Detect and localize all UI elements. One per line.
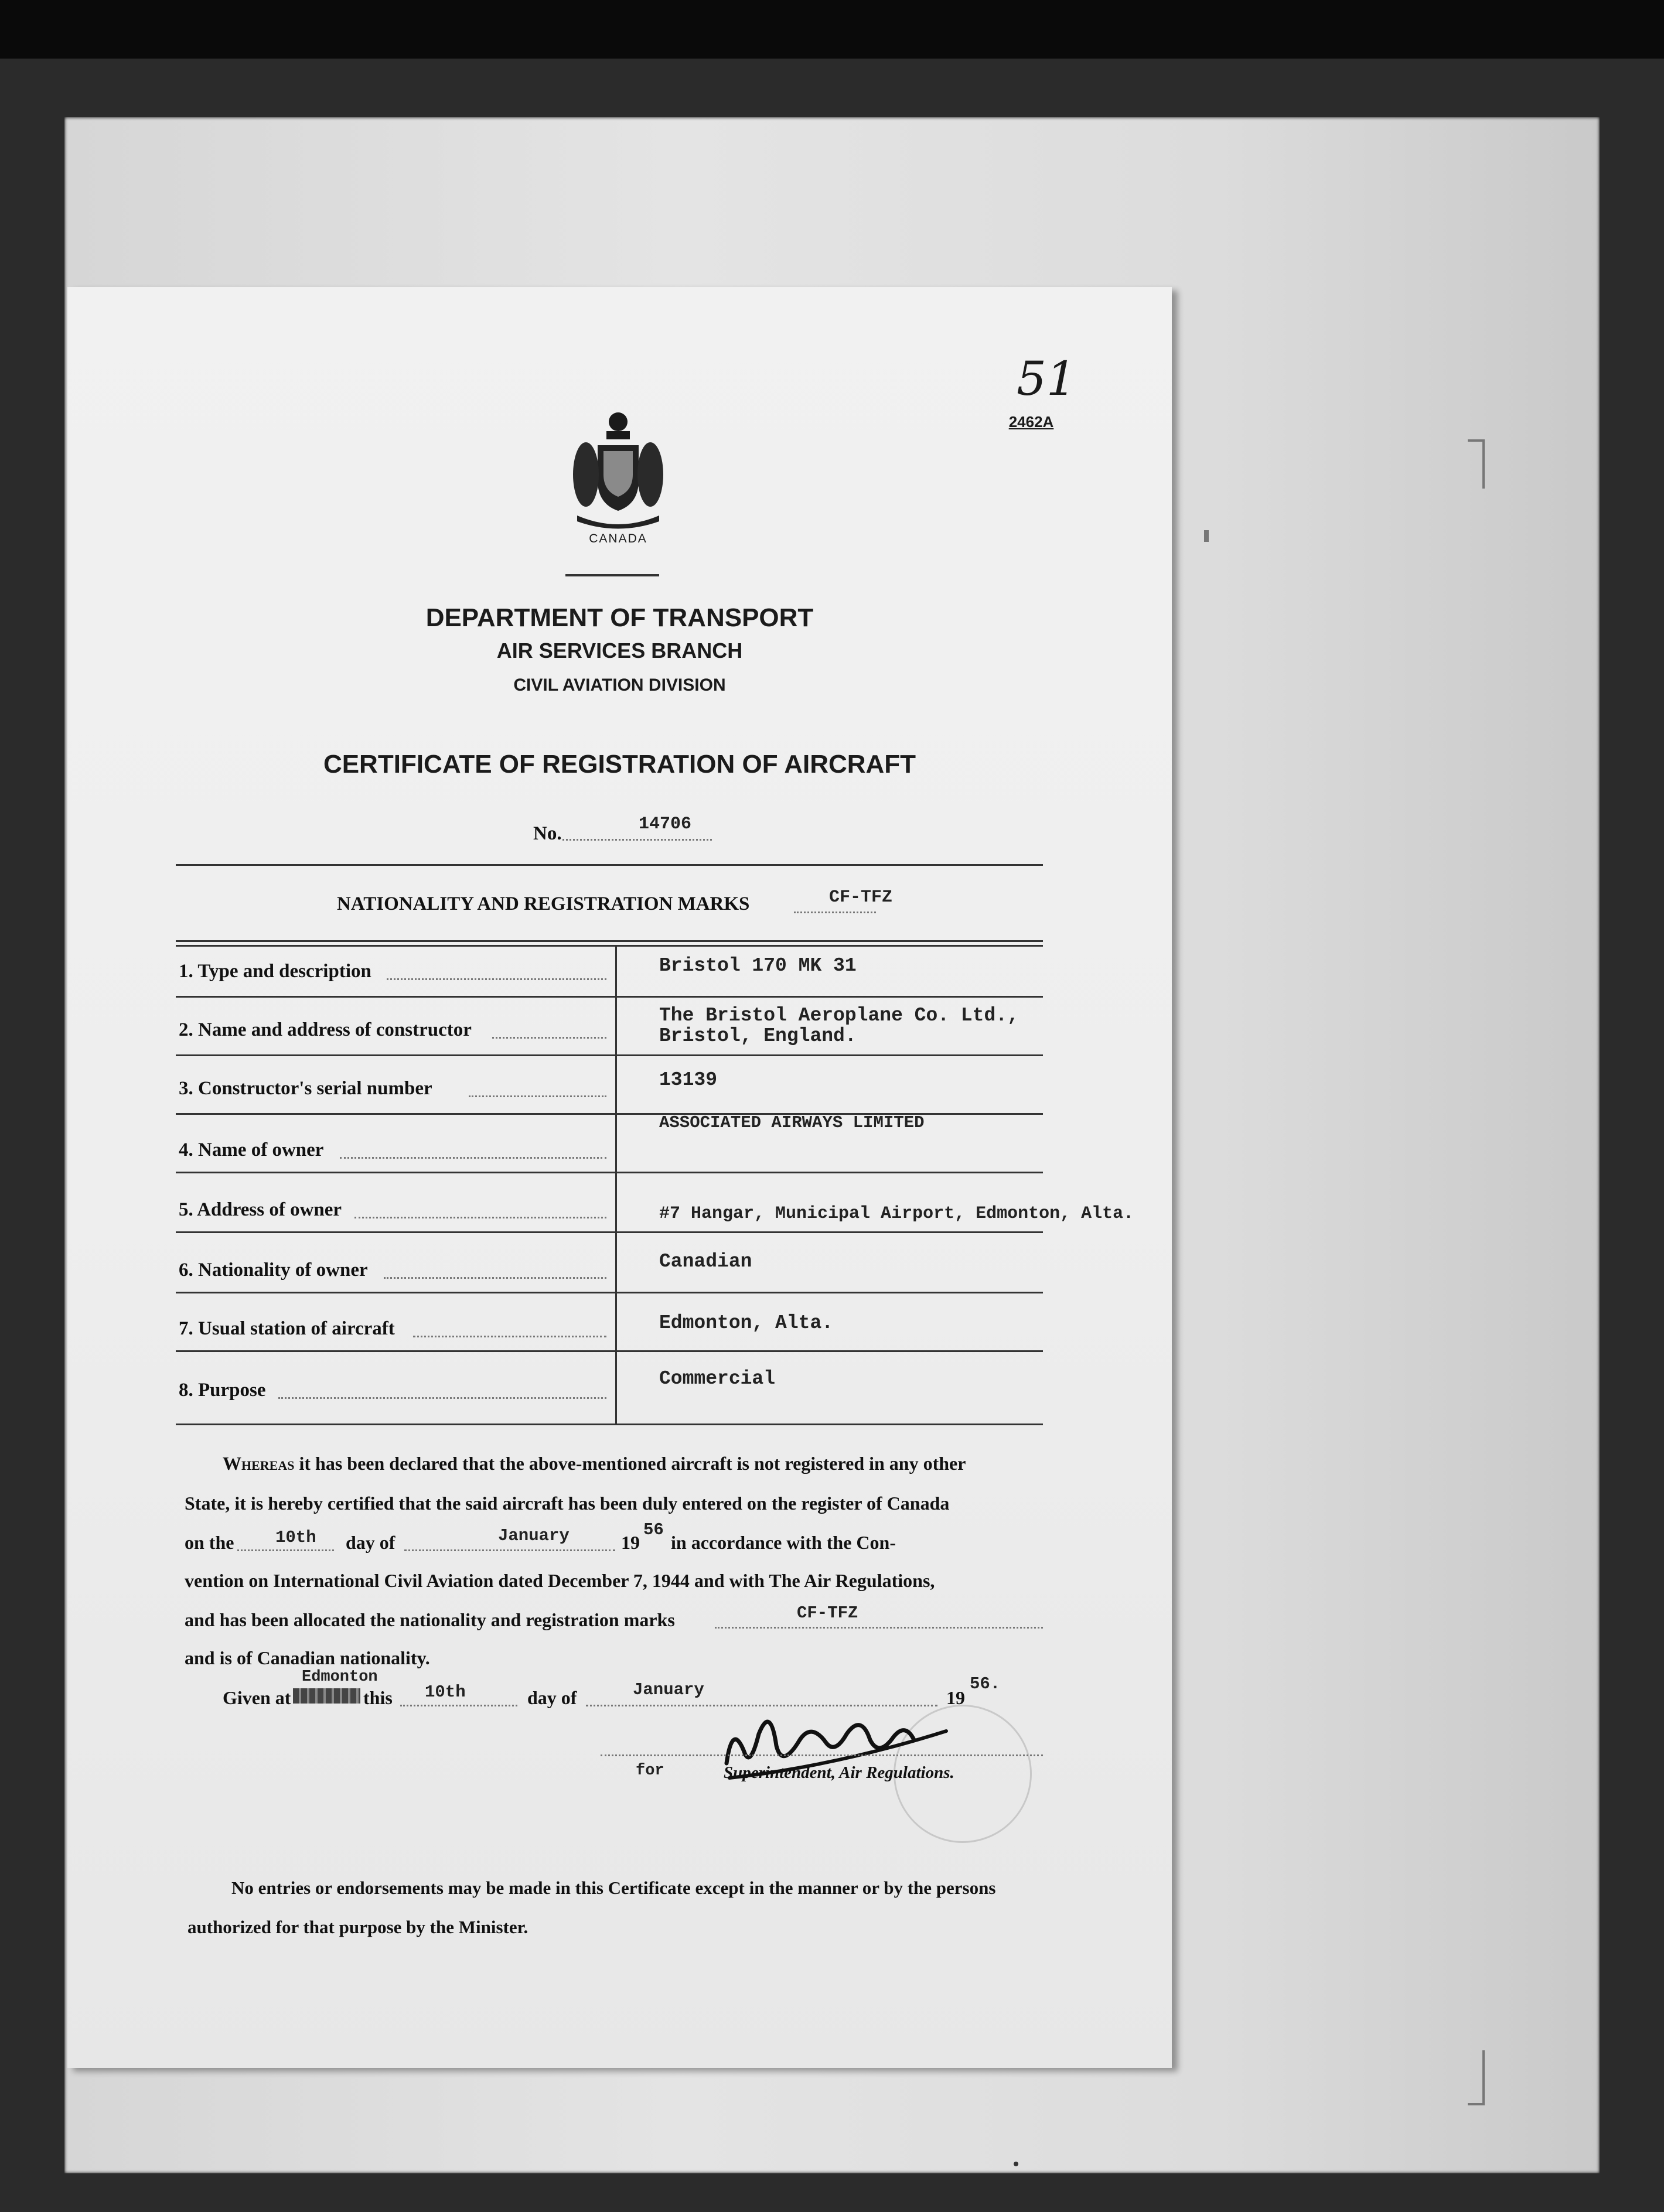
body-line-1-text: it has been declared that the above-mentioned aircraft is not registered in any other [294, 1453, 966, 1474]
rule-line [176, 1231, 1043, 1233]
field-label-serial: 3. Constructor's serial number [179, 1078, 432, 1099]
given-this-label: this [363, 1687, 393, 1708]
body-year-prefix: 19 [621, 1532, 640, 1553]
field-dots [237, 1549, 334, 1551]
signature-for: for [636, 1762, 664, 1780]
coat-of-arms-emblem [571, 410, 665, 533]
registration-day-value: 10th [275, 1528, 316, 1547]
field-value-owner: ASSOCIATED AIRWAYS LIMITED [659, 1113, 925, 1132]
field-dots [492, 1037, 606, 1039]
body-lead-word: Whereas [223, 1453, 295, 1474]
rule-line [176, 945, 1043, 947]
field-label-owner-address: 5. Address of owner [179, 1199, 342, 1220]
field-value-serial: 13139 [659, 1069, 718, 1091]
rule-line [176, 996, 1043, 998]
field-dots [384, 1277, 606, 1279]
given-year-prefix: 19 [946, 1687, 965, 1708]
struck-through-text [293, 1688, 360, 1704]
scan-speck [1014, 2162, 1018, 2166]
registration-marks-value: CF-TFZ [829, 887, 893, 907]
body-on-the: on the [185, 1532, 234, 1553]
field-label-station: 7. Usual station of aircraft [179, 1318, 395, 1339]
body-line-2: State, it is hereby certified that the said aircraft has been duly entered on the register of Canada [185, 1493, 950, 1514]
body-line-4: vention on International Civil Aviation dated December 7, 1944 and with The Air Regulations, [185, 1570, 935, 1591]
rule-line [176, 864, 1043, 866]
body-line-1 [223, 1453, 966, 1474]
given-year-value: 56. [970, 1674, 1001, 1694]
footer-line-2: authorized for that purpose by the Minister. [187, 1917, 528, 1937]
field-dots [413, 1336, 606, 1337]
handwritten-page-number: 51 [1017, 351, 1076, 406]
field-dots [400, 1705, 517, 1706]
field-dots [715, 1627, 1043, 1629]
scan-speck [1204, 530, 1209, 542]
branch-heading: AIR SERVICES BRANCH [496, 639, 743, 663]
given-place-value: Edmonton [302, 1668, 378, 1686]
body-line-3-tail: in accordance with the Con- [671, 1532, 896, 1553]
field-label-owner: 4. Name of owner [179, 1139, 324, 1160]
footer-line-1: No entries or endorsements may be made in this Certificate except in the manner or by the persons [231, 1878, 996, 1898]
certificate-page [67, 287, 1172, 2068]
rule-line [176, 1350, 1043, 1352]
certificate-no-value: 14706 [639, 814, 692, 834]
field-dots [404, 1549, 615, 1551]
registration-month-value: January [498, 1526, 570, 1545]
form-code: 2462A [1008, 413, 1054, 431]
field-value-owner-address: #7 Hangar, Municipal Airport, Edmonton, Alta. [659, 1204, 1134, 1224]
field-label-nationality: 6. Nationality of owner [179, 1259, 368, 1281]
allocated-marks-value: CF-TFZ [797, 1603, 858, 1623]
field-value-constructor-line2: Bristol, England. [659, 1025, 857, 1047]
field-dots [278, 1397, 606, 1399]
registration-marks-label: NATIONALITY AND REGISTRATION MARKS [337, 893, 750, 914]
signature-title: Superintendent, Air Regulations. [724, 1763, 954, 1782]
rule-line [176, 1054, 1043, 1056]
fields-column-divider [615, 945, 617, 1425]
body-line-5: and has been allocated the nationality and registration marks [185, 1609, 675, 1630]
given-at-label: Given at [223, 1687, 291, 1708]
registration-year-value: 56 [643, 1520, 664, 1539]
field-dots [354, 1217, 606, 1218]
field-value-nationality: Canadian [659, 1251, 752, 1272]
certificate-no-dots [562, 839, 712, 841]
scan-top-border [0, 0, 1664, 59]
field-value-station: Edmonton, Alta. [659, 1312, 834, 1334]
field-label-type: 1. Type and description [179, 961, 371, 982]
rule-line [176, 940, 1043, 942]
field-label-constructor: 2. Name and address of constructor [179, 1019, 472, 1040]
body-line-6: and is of Canadian nationality. [185, 1647, 430, 1668]
emblem-caption: CANADA [589, 532, 647, 545]
rule-line [176, 1424, 1043, 1425]
field-dots [340, 1157, 606, 1159]
rule-line [176, 1172, 1043, 1173]
field-dots [387, 978, 606, 980]
certificate-title: CERTIFICATE OF REGISTRATION OF AIRCRAFT [323, 750, 916, 779]
field-value-purpose: Commercial [659, 1368, 776, 1390]
field-label-purpose: 8. Purpose [179, 1380, 266, 1401]
field-dots [586, 1705, 937, 1706]
rule-line [176, 1292, 1043, 1293]
registration-marks-dots [794, 912, 876, 913]
field-dots [469, 1095, 606, 1097]
corner-crop-mark [1468, 2050, 1485, 2105]
field-value-type: Bristol 170 MK 31 [659, 955, 857, 977]
field-value-constructor: The Bristol Aeroplane Co. Ltd., [659, 1005, 1019, 1026]
signature-line [601, 1754, 1043, 1756]
certificate-no-label: No. [533, 823, 562, 844]
given-day-of-label: day of [527, 1687, 577, 1708]
header-divider [565, 574, 659, 576]
corner-crop-mark [1468, 439, 1485, 489]
given-month-value: January [633, 1680, 704, 1699]
division-heading: CIVIL AVIATION DIVISION [513, 675, 726, 695]
department-heading: DEPARTMENT OF TRANSPORT [425, 603, 814, 632]
body-day-of: day of [346, 1532, 395, 1553]
given-day-value: 10th [425, 1682, 466, 1702]
